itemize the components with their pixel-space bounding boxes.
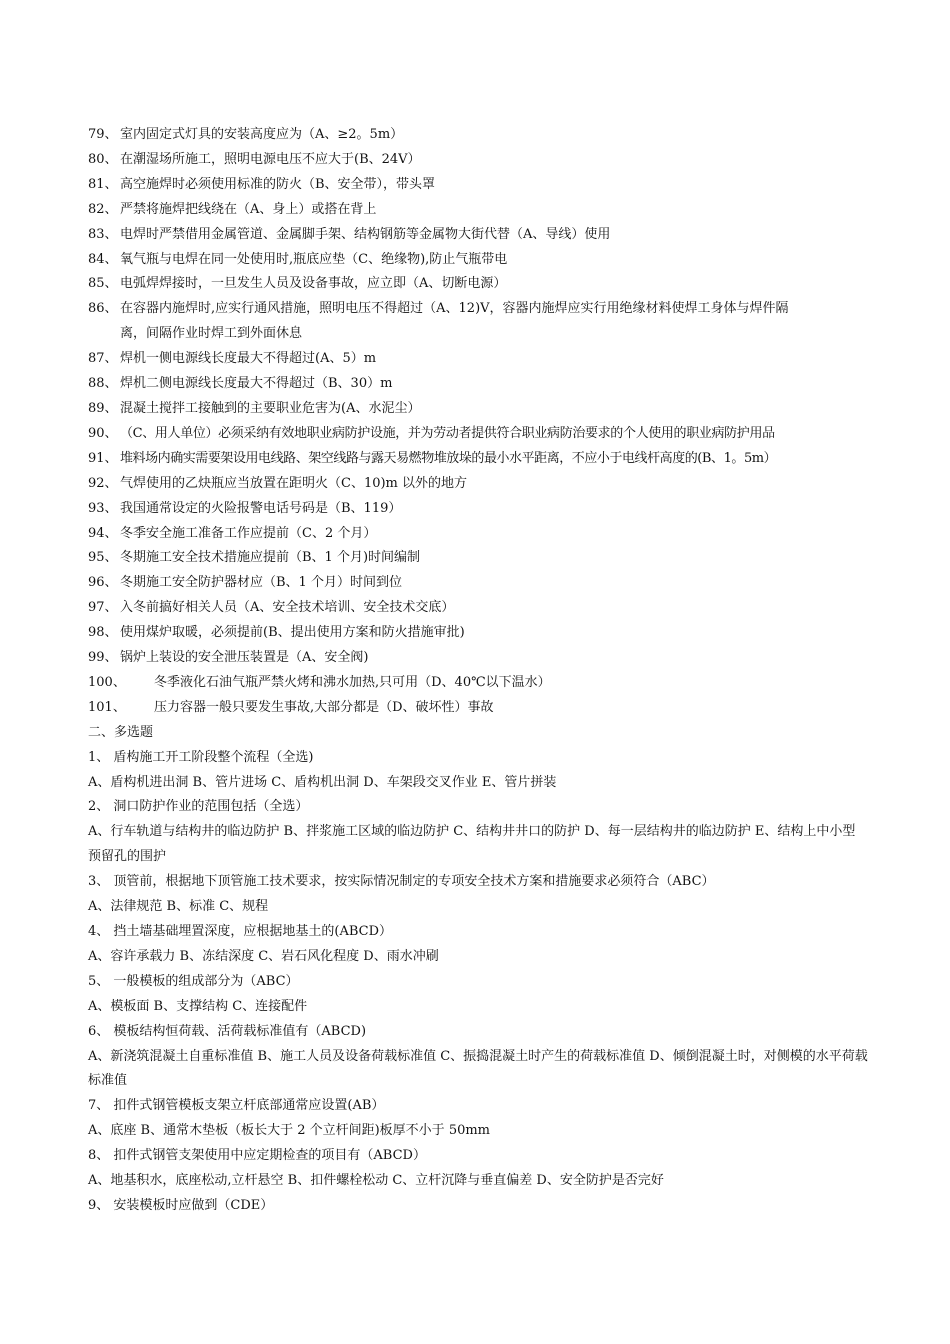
item-text: 氧气瓶与电焊在同一处使用时,瓶底应垫（C、绝缘物),防止气瓶带电 xyxy=(120,251,508,267)
item-number: 101、 xyxy=(88,699,126,715)
item-text: 入冬前搞好相关人员（A、安全技术培训、安全技术交底） xyxy=(120,600,455,616)
item-text: 在潮湿场所施工，照明电源电压不应大于(B、24V） xyxy=(120,151,421,167)
list-item xyxy=(88,198,868,223)
question-text: 5、 一般模板的组成部分为（ABC） xyxy=(88,973,299,989)
item-number: 96、 xyxy=(88,575,118,591)
question-text: 9、 安装模板时应做到（CDE） xyxy=(88,1197,274,1213)
question-text: 8、 扣件式钢管支架使用中应定期检查的项目有（ABCD） xyxy=(88,1148,426,1164)
item-number: 90、 xyxy=(88,425,118,441)
list-item xyxy=(88,696,868,721)
list-item xyxy=(88,148,868,173)
item-number: 85、 xyxy=(88,276,118,292)
item-text: 冬期施工安全防护器材应（B、1 个月）时间到位 xyxy=(120,575,402,591)
item-text: （C、用人单位）必须采纳有效地职业病防护设施，并为劳动者提供符合职业病防治要求的个人使用的职业病防护用品 xyxy=(120,425,775,441)
item-text: 压力容器一般只要发生事故,大部分都是（D、破坏性）事故 xyxy=(154,699,494,715)
item-text: 锅炉上装设的安全泄压装置是（A、安全阀) xyxy=(120,650,369,666)
list-item xyxy=(88,447,868,472)
list-item xyxy=(88,596,868,621)
item-number: 83、 xyxy=(88,226,118,242)
answer-options: A、地基积水，底座松动,立杆悬空 B、扣件螺栓松动 C、立杆沉降与垂直偏差 D、安全防护是否完好 xyxy=(88,1173,664,1189)
answer-options: A、新浇筑混凝土自重标准值 B、施工人员及设备荷载标准值 C、振捣混凝土时产生的荷载标准值 D、倾倒混凝土时，对侧模的水平荷载标准值 xyxy=(88,1048,868,1089)
item-text: 使用煤炉取暖，必须提前(B、提出使用方案和防火措施审批) xyxy=(120,625,465,641)
item-text: 冬季液化石油气瓶严禁火烤和沸水加热,只可用（D、40℃以下温水） xyxy=(154,674,551,690)
list-item xyxy=(88,248,868,273)
item-text: 气焊使用的乙炔瓶应当放置在距明火（C、10)m 以外的地方 xyxy=(120,475,468,491)
item-number: 99、 xyxy=(88,650,118,666)
item-number: 89、 xyxy=(88,400,118,416)
item-number: 97、 xyxy=(88,600,118,616)
list-item xyxy=(88,422,868,447)
question-text: 1、 盾构施工开工阶段整个流程（全选) xyxy=(88,749,314,765)
item-text: 混凝土搅拌工接触到的主要职业危害为(A、水泥尘） xyxy=(120,400,421,416)
item-text: 冬期施工安全技术措施应提前（B、1 个月)时间编制 xyxy=(120,550,421,566)
item-text: 在容器内施焊时,应实行通风措施，照明电压不得超过（A、12)V，容器内施焊应实行用绝缘材料使焊工身体与焊件隔 xyxy=(120,301,789,317)
item-text: 电弧焊焊接时，一旦发生人员及设备事故，应立即（A、切断电源） xyxy=(120,276,507,292)
item-text: 冬季安全施工准备工作应提前（C、2 个月） xyxy=(120,525,377,541)
item-number: 79、 xyxy=(88,127,118,142)
list-item xyxy=(88,571,868,596)
item-number: 81、 xyxy=(88,176,118,192)
list-item xyxy=(88,472,868,497)
item-number: 92、 xyxy=(88,475,118,491)
item-number: 93、 xyxy=(88,500,118,516)
list-item xyxy=(88,397,868,422)
answer-options: A、容许承载力 B、冻结深度 C、岩石风化程度 D、雨水冲刷 xyxy=(88,948,439,964)
item-number: 94、 xyxy=(88,525,118,541)
item-text: 室内固定式灯具的安装高度应为（A、≥2。5m） xyxy=(120,127,404,142)
item-text: 电焊时严禁借用金属管道、金属脚手架、结构钢筋等金属物大街代替（A、导线）使用 xyxy=(120,226,611,242)
list-item xyxy=(88,173,868,198)
item-text: 我国通常设定的火险报警电话号码是（B、119） xyxy=(120,500,402,516)
item-text: 严禁将施焊把线绕在（A、身上）或搭在背上 xyxy=(120,201,377,217)
item-number: 84、 xyxy=(88,251,118,267)
single-choice-list xyxy=(88,123,868,721)
item-text: 堆料场内确实需要架设用电线路、架空线路与露天易燃物堆放垛的最小水平距离，不应小于电线杆高度的(B、1。5m） xyxy=(120,450,777,466)
list-item xyxy=(88,347,868,372)
question-text: 6、 模板结构恒荷载、活荷载标准值有（ABCD) xyxy=(88,1023,367,1039)
answer-options: A、行车轨道与结构井的临边防护 B、拌浆施工区域的临边防护 C、结构井井口的防护 D、每一层结构井的临边防护 E、结构上中小型预留孔的围护 xyxy=(88,824,856,865)
item-number: 82、 xyxy=(88,201,118,217)
item-text: 焊机一侧电源线长度最大不得超过(A、5）m xyxy=(120,351,377,367)
list-item xyxy=(88,522,868,547)
answer-options: A、盾构机进出洞 B、管片进场 C、盾构机出洞 D、车架段交叉作业 E、管片拼装 xyxy=(88,774,557,790)
list-item xyxy=(88,671,868,696)
item-text: 高空施焊时必须使用标准的防火（B、安全带），带头罩 xyxy=(120,176,436,192)
item-number: 88、 xyxy=(88,376,118,392)
item-number: 80、 xyxy=(88,151,118,167)
list-item xyxy=(88,621,868,646)
item-number: 87、 xyxy=(88,351,118,367)
question-text: 3、 顶管前，根据地下顶管施工技术要求，按实际情况制定的专项安全技术方案和措施要求必须符合（ABC） xyxy=(88,874,715,890)
list-item xyxy=(88,372,868,397)
list-item xyxy=(88,497,868,522)
list-item xyxy=(88,223,868,248)
multi-choice-list xyxy=(88,746,868,1219)
list-item xyxy=(88,123,868,148)
item-number: 86、 xyxy=(88,301,118,317)
list-item xyxy=(88,546,868,571)
answer-options: A、模板面 B、支撑结构 C、连接配件 xyxy=(88,998,308,1014)
list-item xyxy=(88,297,868,322)
question-text: 2、 洞口防护作业的范围包括（全选） xyxy=(88,799,309,815)
item-continuation: 离，间隔作业时焊工到外面休息 xyxy=(120,326,303,342)
answer-options: A、底座 B、通常木垫板（板长大于 2 个立杆间距)板厚不小于 50mm xyxy=(88,1123,491,1139)
item-number: 95、 xyxy=(88,550,118,566)
question-text: 7、 扣件式钢管模板支架立杆底部通常应设置(AB） xyxy=(88,1098,385,1114)
question-text: 4、 挡土墙基础埋置深度，应根据地基土的(ABCD） xyxy=(88,924,393,939)
item-text: 焊机二侧电源线长度最大不得超过（B、30）m xyxy=(120,376,393,392)
document-body xyxy=(88,123,868,1219)
item-number: 100、 xyxy=(88,674,126,690)
answer-options: A、法律规范 B、标准 C、规程 xyxy=(88,899,269,915)
item-number: 91、 xyxy=(88,450,118,466)
list-item xyxy=(88,272,868,297)
item-number: 98、 xyxy=(88,625,118,641)
list-item xyxy=(88,646,868,671)
section-title: 二、多选题 xyxy=(88,724,154,740)
